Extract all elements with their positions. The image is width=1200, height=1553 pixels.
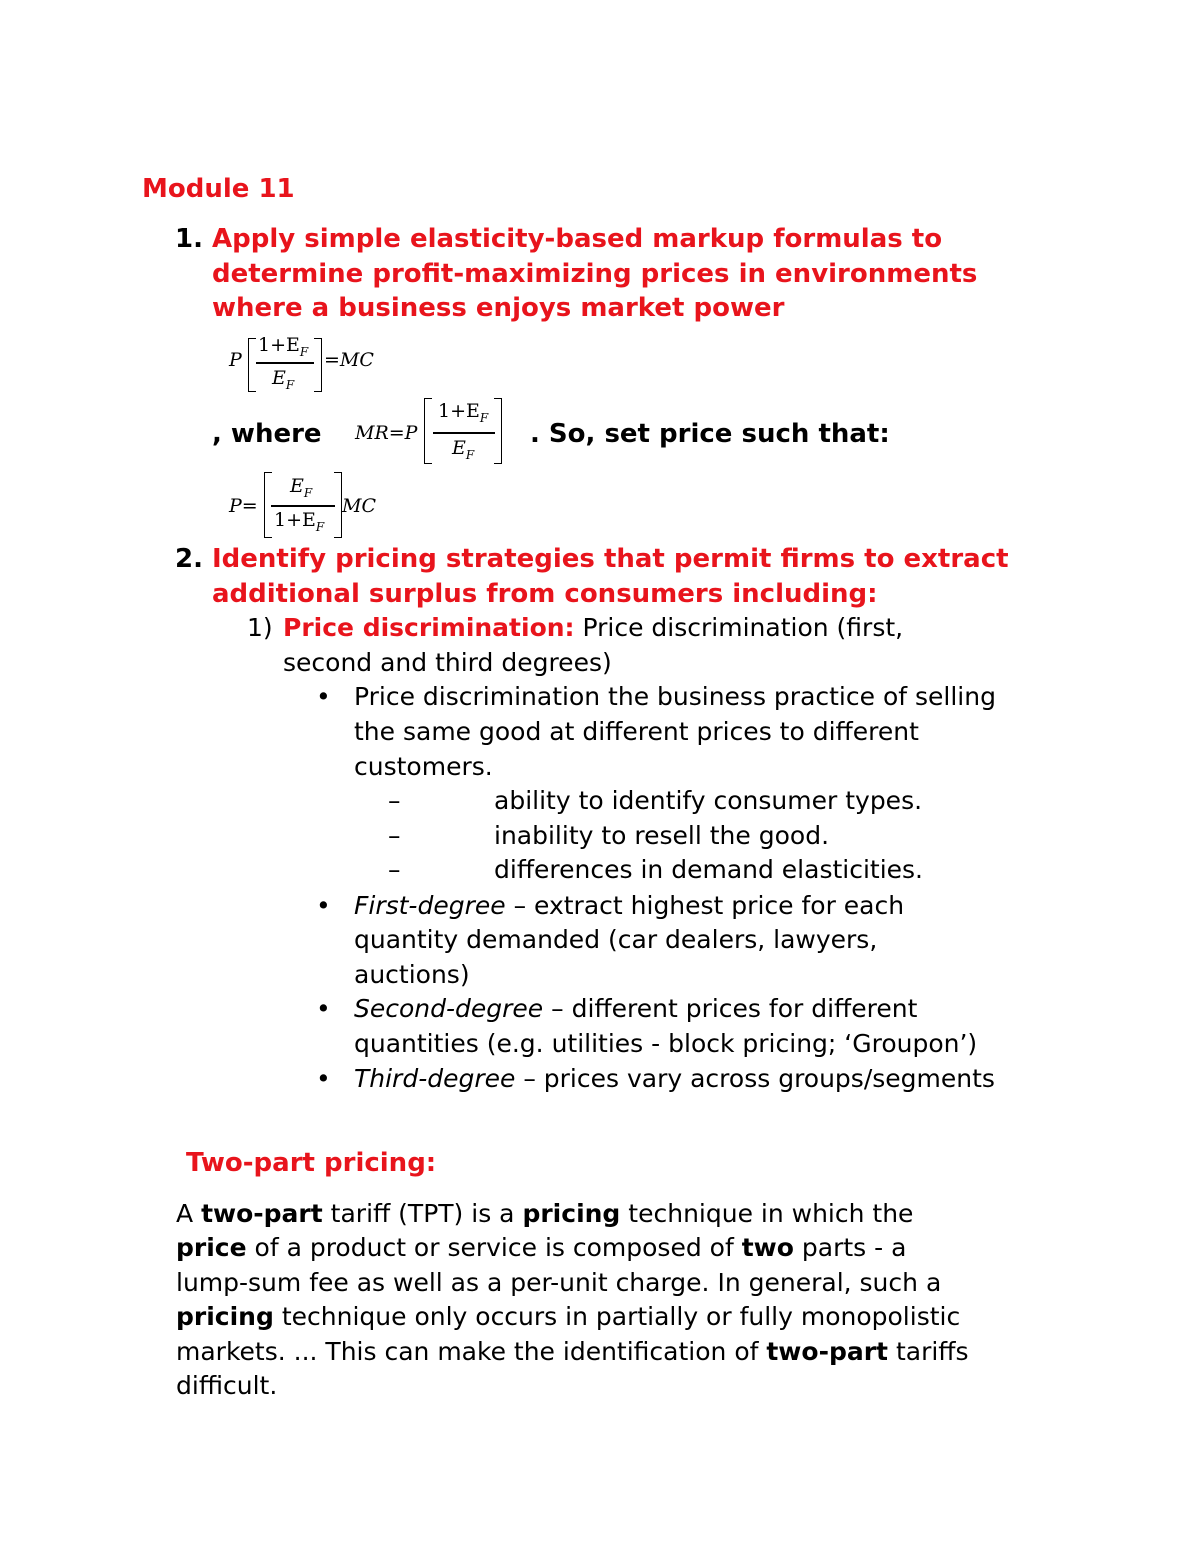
item1-heading-line1: Apply simple elasticity-based markup formulas to [212,224,943,254]
sub1-line2: second and third degrees) [283,648,612,677]
dash-marker: – [388,786,401,815]
formula1-fraction-bar [256,362,314,364]
dash3-text: differences in demand elasticities. [494,855,924,884]
two-part-para-line1: A two-part tariff (TPT) is a pricing technique in which the [176,1199,914,1228]
dash1-text: ability to identify consumer types. [494,786,923,815]
item1-number: 1. [175,224,203,254]
two-part-para-line5: markets. ... This can make the identification of two-part tariffs [176,1337,969,1366]
bullet-marker: • [316,1064,331,1093]
formula1-rhs: =MC [324,349,374,371]
two-part-para-line3: lump-sum fee as well as a per-unit charge. In general, such a [176,1268,942,1297]
bullet4-line1: Third-degree – prices vary across groups/segments [354,1064,995,1093]
bullet1-line2: the same good at different prices to different [354,717,919,746]
bullet3-line2: quantities (e.g. utilities - block pricing; ‘Groupon’) [354,1029,978,1058]
dash-marker: – [388,855,401,884]
two-part-heading: Two-part pricing: [186,1148,437,1178]
formula3-denominator: $1+E_F$ [274,509,325,534]
bullet-marker: • [316,994,331,1023]
formula2-right-bracket [494,398,502,464]
formula3-fraction-bar [271,505,335,507]
two-part-para-line2: price of a product or service is composed of two parts - a [176,1233,907,1262]
sub1-number: 1) [247,613,273,642]
item1-heading-line3: where a business enjoys market power [212,293,785,323]
formula3-right-bracket [334,472,342,538]
dash2-text: inability to resell the good. [494,821,830,850]
formula1-left-bracket [248,338,256,392]
dash-marker: – [388,821,401,850]
bullet1-line3: customers. [354,752,493,781]
bullet2-line3: auctions) [354,960,470,989]
formula2-lhs: MR=P [355,422,418,444]
bullet-marker: • [316,891,331,920]
item2-heading-line1: Identify pricing strategies that permit firms to extract [212,544,1009,574]
sub1-label: Price discrimination: [283,613,575,642]
bullet2-line2: quantity demanded (car dealers, lawyers, [354,925,878,954]
two-part-para-line4: pricing technique only occurs in partially or fully monopolistic [176,1302,961,1331]
item2-heading-line2: additional surplus from consumers including: [212,579,878,609]
item2-number: 2. [175,544,203,574]
formula3-rhs: MC [342,495,376,517]
where-text: , where [212,419,322,449]
formula2-left-bracket [424,398,432,464]
formula1-denominator: $E_F$ [272,367,295,392]
sub1-line1: Price discrimination: Price discrimination (first, [283,613,904,642]
bullet1-line1: Price discrimination the business practice of selling [354,682,996,711]
formula1-right-bracket [314,338,322,392]
two-part-para-line6: difficult. [176,1371,278,1400]
bullet2-line1: First-degree – extract highest price for each [354,891,905,920]
formula1-numerator: $1+E_F$ [258,334,309,359]
formula3-lhs: P= [229,495,258,517]
formula2-fraction-bar [433,432,495,434]
module-title: Module 11 [142,174,295,204]
so-text: . So, set price such that: [530,419,890,449]
formula2-denominator: $E_F$ [452,437,475,462]
formula1-lhs: P [229,349,242,371]
bullet-marker: • [316,682,331,711]
bullet3-line1: Second-degree – different prices for different [354,994,918,1023]
formula3-numerator: $E_F$ [290,475,313,500]
formula2-numerator: $1+E_F$ [438,400,489,425]
item1-heading-line2: determine profit-maximizing prices in environments [212,259,978,289]
